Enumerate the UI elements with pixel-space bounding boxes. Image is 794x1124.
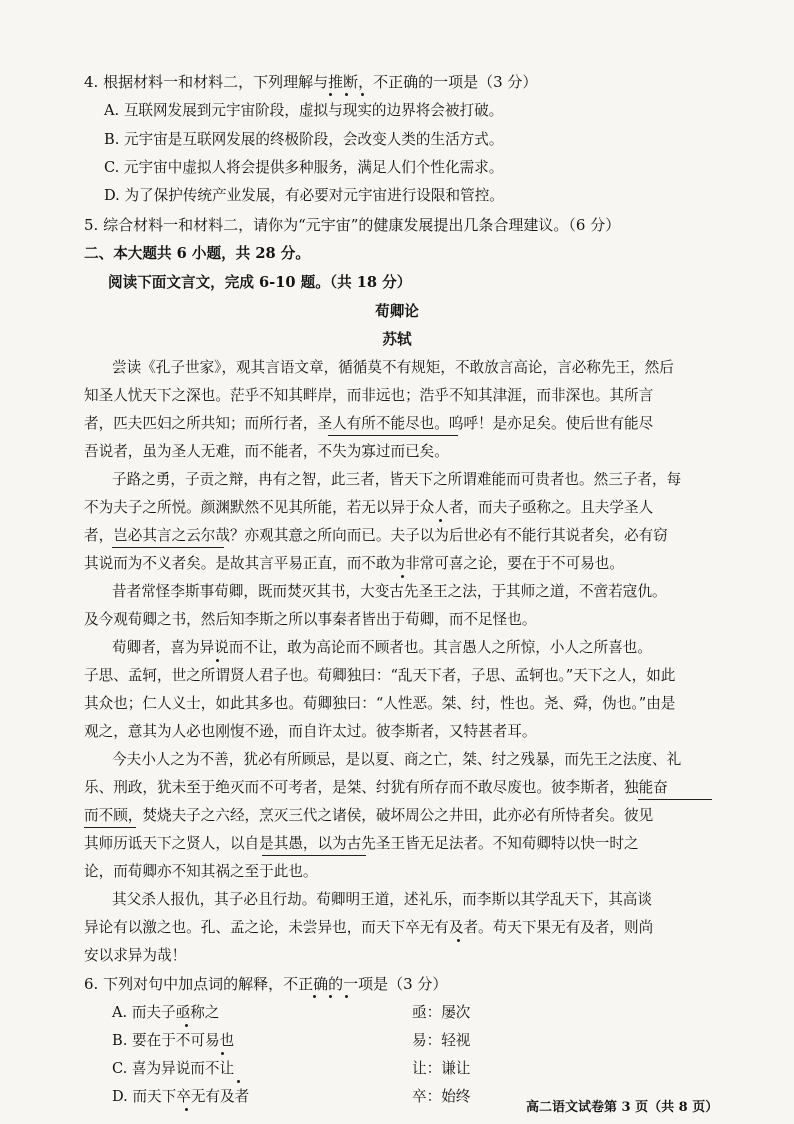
- essay-line: 及今观荀卿之书，然后知李斯之所以事秦者皆出于荀卿，而不足怪也。: [84, 611, 537, 628]
- question-6-option-d-gloss: 卒：始终: [412, 1088, 471, 1105]
- question-6-stem: 6. 下列对句中加点词的解释，不正确的一项是（3 分）: [84, 975, 448, 993]
- question-6-option-a-gloss: 亟：屡次: [412, 1004, 471, 1021]
- question-4-option-c: C. 元宇宙中虚拟人将会提供多种服务，满足人们个性化需求。: [104, 159, 504, 176]
- essay-line: 知圣人忧天下之深也。茫乎不知其畔岸，而非远也；浩乎不知其津涯，而非深也。其所言: [84, 387, 654, 404]
- essay-line: 其众也；仁人义士，如此其多也。荀卿独曰：“人性恶。桀、纣，性也。尧、舜，伪也。”由是: [84, 695, 676, 712]
- question-4-option-b: B. 元宇宙是互联网发展的终极阶段，会改变人类的生活方式。: [104, 131, 504, 148]
- essay-line: 吾说者，虽为圣人无难，而不能者，不失为寡过而已矣。: [84, 443, 449, 460]
- essay-line: 荀卿者，喜为异说而不让，敢为高论而不顾者也。其言愚人之所惊，小人之所喜也。: [112, 639, 652, 656]
- essay-line: 尝读《孔子世家》，观其言语文章，循循莫不有规矩，不敢放言高论，言必称先王，然后: [112, 359, 674, 376]
- essay-line: 者，匹夫匹妇之所共知；而所行者，圣人有所不能尽也。呜呼！是亦足矣。使后世有能尽: [84, 415, 654, 432]
- emphasis-dot: [457, 939, 460, 942]
- emphasis-dot: [313, 995, 316, 998]
- essay-underline: [262, 855, 366, 856]
- essay-line: 子思、孟轲，世之所谓贤人君子也。荀卿独曰：“乱天下者，子思、孟轲也。”天下之人，如此: [84, 667, 676, 684]
- essay-line: 乐、刑政，犹未至于绝灭而不可考者，是桀、纣犹有所存而不敢尽废也。彼李斯者，独能奋: [84, 779, 668, 796]
- essay-underline: [638, 799, 712, 800]
- essay-line: 昔者常怪李斯事荀卿，既而焚灭其书，大变古先圣王之法，于其师之道，不啻若寇仇。: [112, 583, 667, 600]
- essay-title: 荀卿论: [375, 303, 419, 320]
- emphasis-dot: [439, 519, 442, 522]
- emphasis-dot: [185, 1108, 188, 1111]
- emphasis-dot: [185, 1024, 188, 1027]
- emphasis-dot: [345, 995, 348, 998]
- essay-line: 而不顾，焚烧夫子之六经，烹灭三代之诸侯，破坏周公之井田，此亦必有所恃者矣。彼见: [84, 807, 654, 824]
- essay-line: 子路之勇，子贡之辩，冉有之智，此三者，皆天下之所谓难能而可贵者也。然三子者，每: [112, 471, 682, 488]
- emphasis-dot: [329, 93, 332, 96]
- page-footer: 高二语文试卷第 3 页（共 8 页）: [526, 1100, 719, 1115]
- section-heading: 二、本大题共 6 小题，共 28 分。: [84, 245, 310, 262]
- essay-line: 者，岂必其言之云尔哉？亦观其意之所向而已。夫子以为后世必有不能行其说者矣，必有窃: [84, 527, 668, 544]
- essay-line: 其说而为不义者矣。是故其言平易正直，而不敢为非常可喜之论，要在于不可易也。: [84, 555, 624, 572]
- essay-line: 其师历诋天下之贤人，以自是其愚，以为古先圣王皆无足法者。不知荀卿特以快一时之: [84, 835, 639, 852]
- essay-underline: [328, 435, 458, 436]
- emphasis-dot: [237, 1080, 240, 1083]
- question-5: 5. 综合材料一和材料二，请你为“元宇宙”的健康发展提出几条合理建议。（6 分）: [84, 216, 621, 234]
- question-6-option-a: A. 而夫子亟称之: [112, 1004, 220, 1021]
- emphasis-dot: [345, 93, 348, 96]
- question-4-option-d: D. 为了保护传统产业发展，有必要对元宇宙进行设限和管控。: [104, 187, 504, 204]
- question-6-option-c: C. 喜为异说而不让: [112, 1060, 235, 1077]
- question-4-stem: 4. 根据材料一和材料二，下列理解与推断，不正确的一项是（3 分）: [84, 73, 538, 91]
- essay-underline: [84, 827, 136, 828]
- essay-line: 论，而荀卿亦不知其祸之至于此也。: [84, 863, 318, 880]
- section-instruction: 阅读下面文言文，完成 6-10 题。（共 18 分）: [108, 274, 412, 291]
- essay-line: 安以求异为哉！: [84, 947, 187, 964]
- question-6-option-b: B. 要在于不可易也: [112, 1032, 235, 1049]
- question-4-option-a: A. 互联网发展到元宇宙阶段，虚拟与现实的边界将会被打破。: [104, 102, 504, 119]
- emphasis-dot: [329, 995, 332, 998]
- essay-line: 今夫小人之为不善，犹必有所顾忌，是以夏、商之亡，桀、纣之残暴，而先王之法度、礼: [112, 751, 682, 768]
- question-6-option-d: D. 而天下卒无有及者: [112, 1088, 250, 1105]
- emphasis-dot: [221, 1052, 224, 1055]
- essay-line: 不为夫子之所悦。颜渊默然不见其所能，若无以异于众人者，而夫子亟称之。且夫学圣人: [84, 499, 654, 516]
- question-6-option-b-gloss: 易：轻视: [412, 1032, 471, 1049]
- emphasis-dot: [216, 659, 219, 662]
- essay-author: 苏轼: [382, 331, 412, 348]
- essay-line: 其父杀人报仇，其子必且行劫。荀卿明王道，述礼乐，而李斯以其学乱天下，其高谈: [112, 891, 652, 908]
- emphasis-dot: [401, 575, 404, 578]
- essay-line: 观之，意其为人必也刚愎不逊，而自许太过。彼李斯者，又特甚者耳。: [84, 723, 537, 740]
- essay-line: 异论有以激之也。孔、孟之论，未尝异也，而天下卒无有及者。苟天下果无有及者，则尚: [84, 919, 654, 936]
- question-6-option-c-gloss: 让：谦让: [412, 1060, 471, 1077]
- essay-underline: [112, 547, 224, 548]
- emphasis-dot: [361, 93, 364, 96]
